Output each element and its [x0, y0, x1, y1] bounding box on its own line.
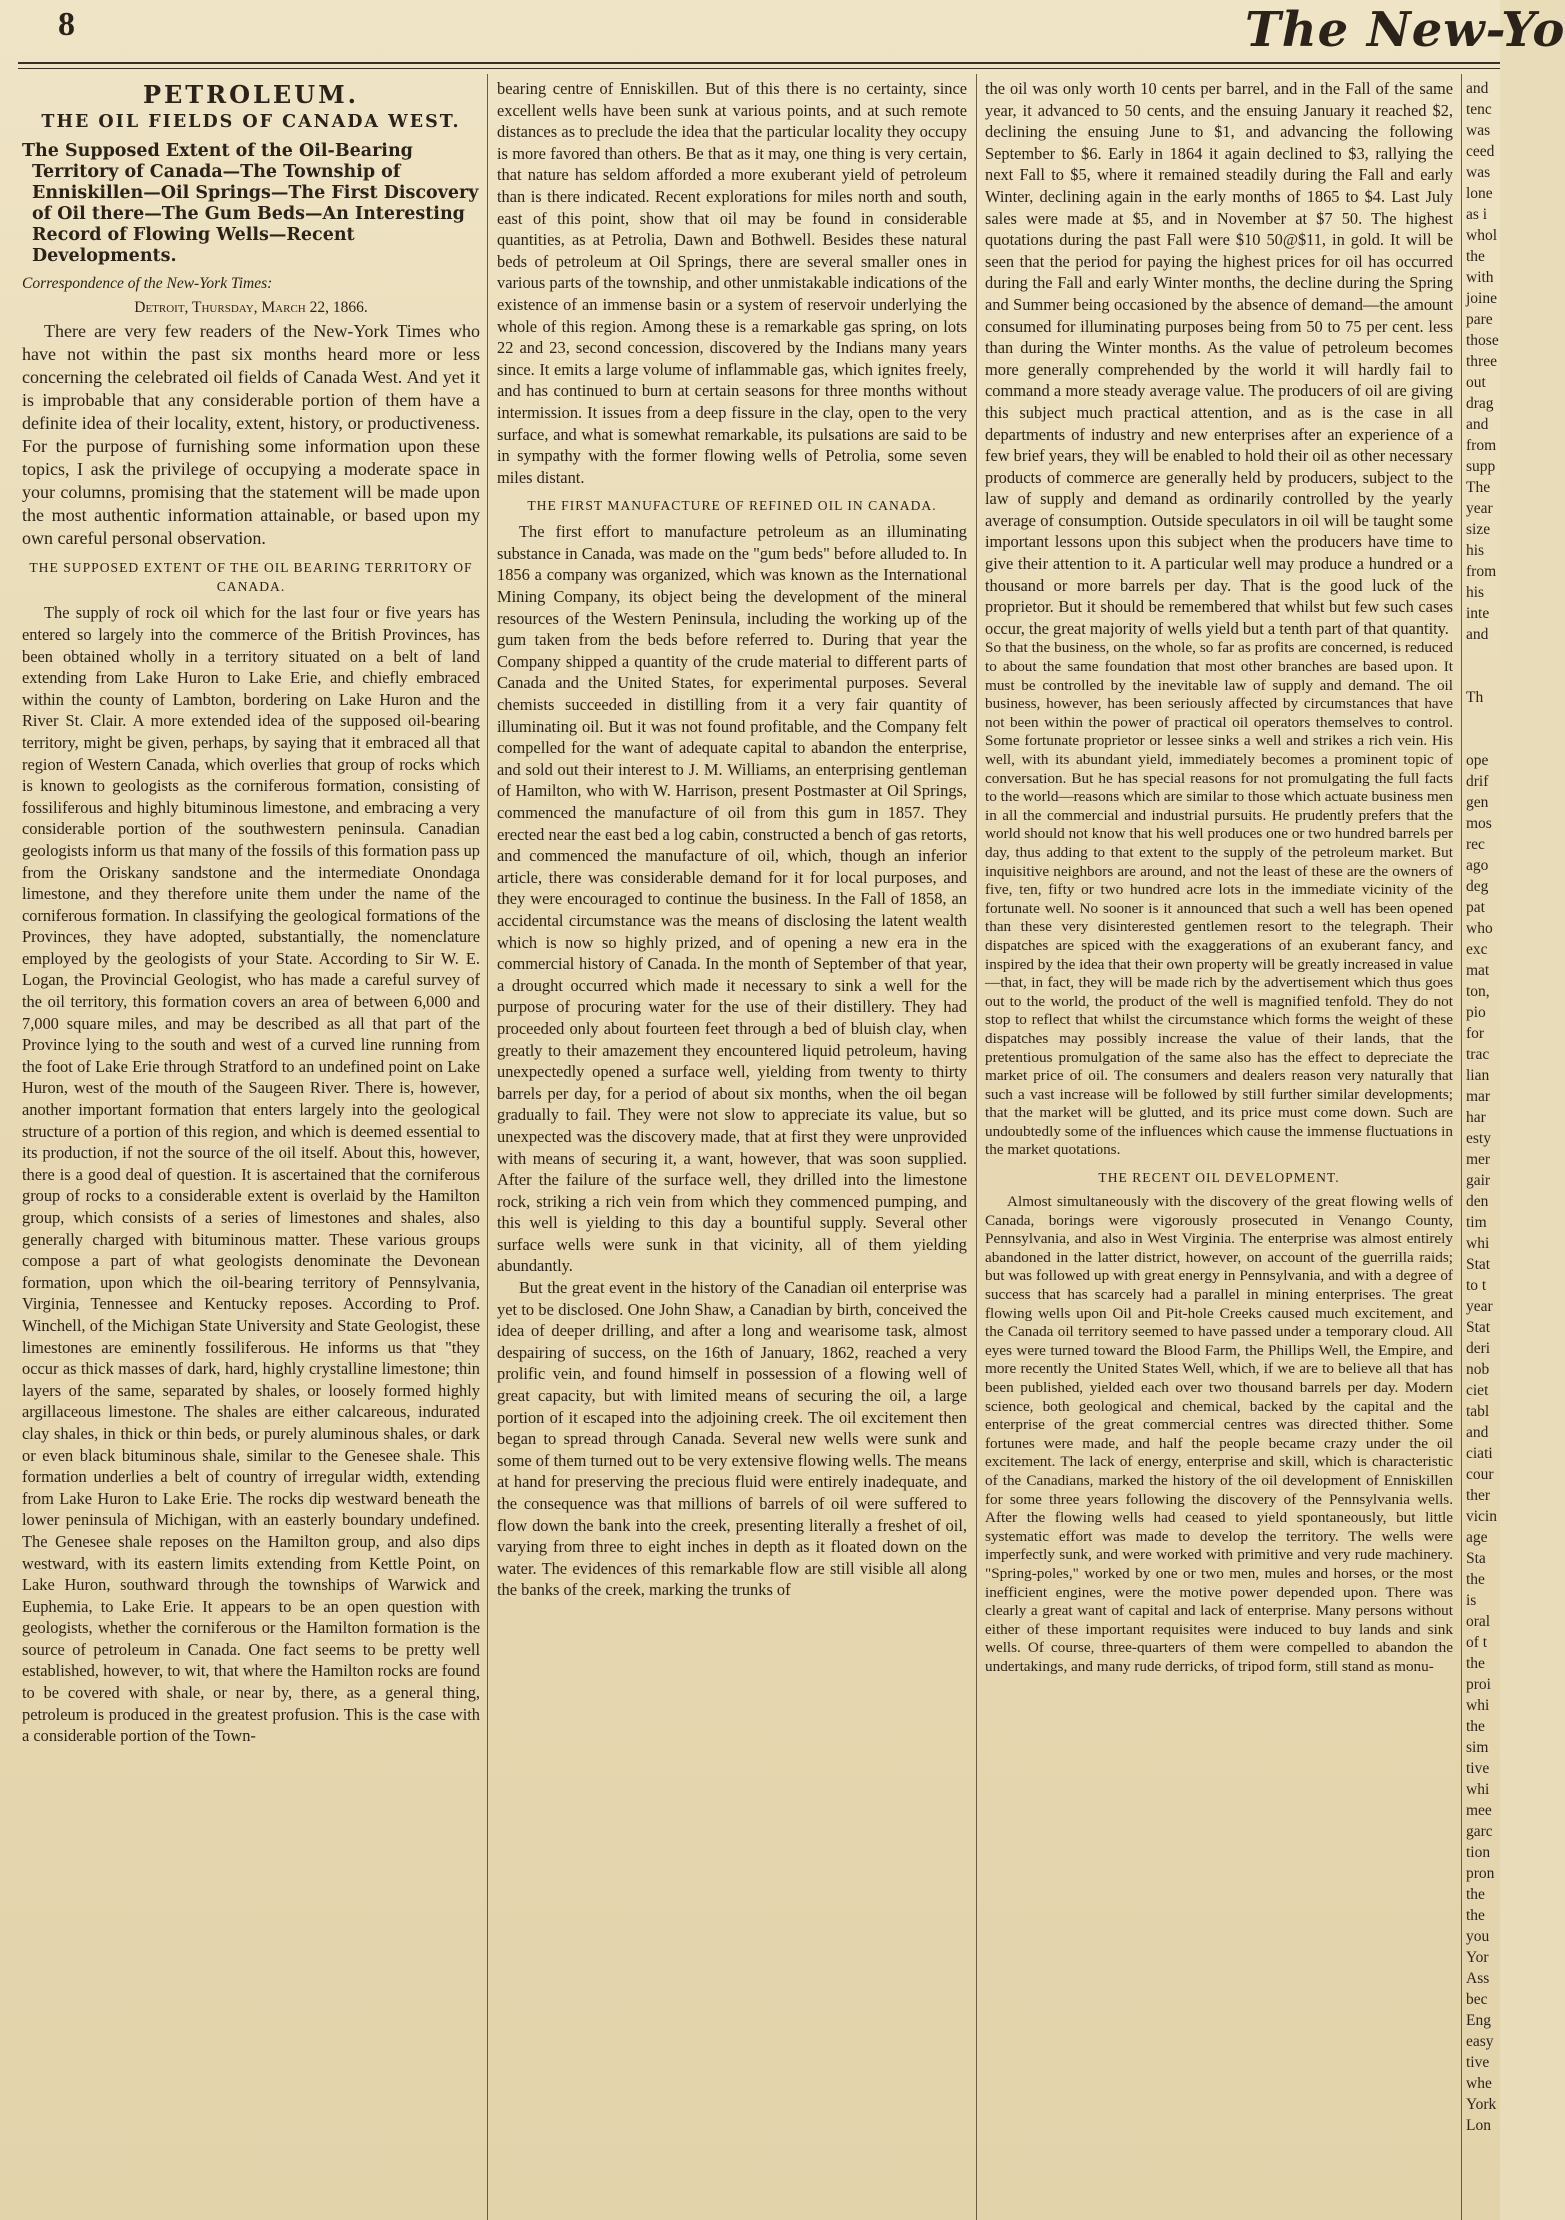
column-4-line: as i — [1466, 206, 1488, 223]
column-4-line: Stat — [1466, 1319, 1491, 1336]
column-4-line: nob — [1466, 1361, 1490, 1378]
column-4-line: tenc — [1466, 101, 1492, 118]
column-4-line: for — [1466, 1025, 1485, 1042]
column-4-line: exc — [1466, 941, 1488, 958]
masthead-rule — [18, 62, 1500, 69]
body-paragraph: Almost simultaneously with the discovery of the great flowing wells of Canada, borings were vigorously prosecuted in Venango County, Pennsylvania, and also in West Virginia. The enterprise was almost entirely abandoned in the latter district, however, on account of the guerrilla raids; but was followed up with great energy in Pennsylvania, and with a degree of success that has scarcely had a parallel in mining enterprises. The great flowing wells upon Oil and Pit-hole Creeks caused much excitement, and the Canada oil territory seemed to have passed under a temporary cloud. All eyes were turned toward the Blood Farm, the Phillips Well, the Empire, and more recently the United States Well, which, if we are to believe all that has been published, yielded each over two thousand barrels per day. Modern science, both geological and chemical, backed by the capital and the enterprise of the great commercial centres was directed thither. Some fortunes were made, and half the people became crazy under the oil excitement. The lack of energy, enterprise and skill, which is characteristic of the Canadians, marked the history of the oil development of Enniskillen for some three years following the discovery of the Pennsylvania wells. After the flowing wells had ceased to yield spontaneously, but little systematic effort was made to develop the territory. The wells were imperfectly sunk, and were worked with primitive and very rude machinery. "Spring-poles," worked by one or two men, mules and horses, or the most inefficient engines, were the motive power depended upon. There was clearly a great want of capital and lack of enterprise. Many persons without either of these important requisites were induced to buy lands and sink wells. Of course, three-quarters of them were compelled to abandon the undertakings, and many rude derricks, of tripod form, still stand as monu- — [985, 1193, 1453, 1675]
column-4-line: whi — [1466, 1235, 1490, 1252]
column-4-line: the — [1466, 1718, 1485, 1735]
column-4-line: vicin — [1466, 1508, 1497, 1525]
column-1 — [22, 78, 480, 2220]
column-2 — [497, 78, 967, 2220]
column-4-line: the — [1466, 1907, 1485, 1924]
column-4-line: you — [1466, 1928, 1490, 1945]
column-4-line: deg — [1466, 878, 1489, 895]
article-subhead: The Supposed Extent of the Oil-Bearing Territory of Canada—The Township of Enniskillen—Oil Springs—The First Discovery of Oil there—The Gum Beds—An Interesting Record of Flowing Wells—Recent Developments. — [22, 141, 479, 267]
column-4-line: gair — [1466, 1172, 1491, 1189]
column-4-line: mee — [1466, 1802, 1492, 1819]
body-paragraph: But the great event in the history of the Canadian oil enterprise was yet to be disclosed. One John Shaw, a Canadian by birth, conceived the idea of deeper drilling, and after a long and wearisome task, almost despairing of success, on the 16th of January, 1862, reached a very prolific vein, and found himself in possession of a flowing well of great capacity, but with limited means of securing the oil, a large portion of it escaped into the adjoining creek. The oil excitement then began to spread through Canada. Several new wells were sunk and some of them turned out to be very extensive flowing wells. The means at hand for preserving the precious fluid were entirely inadequate, and the consequence was that millions of barrels of oil were suffered to flow down the bank into the creek, presenting literally a freshet of oil, varying from three to eight inches in depth as it floated down on the water. The evidences of this remarkable flow are still visible all along the banks of the creek, marking the trunks of — [497, 1278, 967, 1600]
column-4-line — [1466, 708, 1500, 729]
column-rule — [976, 74, 977, 2220]
column-4-line: whi — [1466, 1697, 1490, 1714]
column-4-line: York — [1466, 2096, 1497, 2113]
masthead — [0, 0, 1565, 66]
column-4-line: Ass — [1466, 1970, 1490, 1987]
column-4-line: Yor — [1466, 1949, 1489, 1966]
column-4-line: the — [1466, 1886, 1485, 1903]
column-4-fragment — [1466, 78, 1500, 2220]
column-4-line: and — [1466, 416, 1489, 433]
correspondence-line: Correspondence of the New-York Times: — [22, 275, 273, 293]
column-4-line: trac — [1466, 1046, 1490, 1063]
column-4-line: esty — [1466, 1130, 1491, 1147]
column-4-line: har — [1466, 1109, 1486, 1126]
section-heading: THE FIRST MANUFACTURE OF REFINED OIL IN CANADA. — [527, 498, 937, 514]
column-4-line: from — [1466, 437, 1497, 454]
column-4-line: those — [1466, 332, 1499, 349]
column-4-line: pare — [1466, 311, 1493, 328]
column-4-line: cour — [1466, 1466, 1494, 1483]
column-4-line — [1466, 666, 1500, 687]
column-4-line: year — [1466, 500, 1493, 517]
column-4-line: three — [1466, 353, 1497, 370]
column-4-line: pat — [1466, 899, 1485, 916]
headline: THE OIL FIELDS OF CANADA WEST. — [41, 111, 461, 132]
column-4-line: whe — [1466, 2075, 1492, 2092]
column-4-line: and — [1466, 626, 1489, 643]
column-4-line: Sta — [1466, 1550, 1486, 1567]
column-4-line: of t — [1466, 1634, 1488, 1651]
column-4-line: tive — [1466, 2054, 1490, 2071]
column-4-line: ciet — [1466, 1382, 1489, 1399]
dateline: Detroit, Thursday, March 22, 1866. — [134, 298, 368, 316]
column-4-line: drag — [1466, 395, 1494, 412]
column-4-line: oral — [1466, 1613, 1491, 1630]
column-4-line: size — [1466, 521, 1491, 538]
column-4-line: ago — [1466, 857, 1489, 874]
column-4-line: garc — [1466, 1823, 1493, 1840]
column-4-line: mar — [1466, 1088, 1491, 1105]
column-4-line: tabl — [1466, 1403, 1490, 1420]
column-4-line: inte — [1466, 605, 1490, 622]
column-rule — [487, 74, 488, 2220]
column-4-line: ther — [1466, 1487, 1491, 1504]
page-number: 8 — [58, 6, 75, 43]
column-4-line: to t — [1466, 1277, 1487, 1294]
column-4-line: deri — [1466, 1340, 1491, 1357]
column-4-line: was — [1466, 164, 1491, 181]
column-4-line: ceed — [1466, 143, 1495, 160]
column-4-line: year — [1466, 1298, 1493, 1315]
section-heading: THE SUPPOSED EXTENT OF THE OIL BEARING TERRITORY OF CANADA. — [29, 560, 473, 595]
column-4-line: his — [1466, 542, 1485, 559]
column-4-line: the — [1466, 1655, 1485, 1672]
column-4-line — [1466, 645, 1500, 666]
column-4-line: tion — [1466, 1844, 1491, 1861]
column-4-line: the — [1466, 248, 1485, 265]
body-paragraph: bearing centre of Enniskillen. But of this there is no certainty, since excellent wells have been sunk at various points, and at such remote distances as to preclude the idea that the particular locality they occupy is more favored than others. Be that as it may, one thing is very certain, that nature has seldom afforded a more exuberant yield of petroleum than is there indicated. Recent explorations for miles north and south, east of this point, show that oil may be found in considerable quantities, as at Petrolia, Dawn and Bothwell. Besides these natural beds of petroleum at Oil Springs, there are several smaller ones in various parts of the township, and other unmistakable indications of the existence of an immense basin or a system of reservoir underlying the whole of this region. Among these is a remarkable gas spring, on lots 22 and 23, second concession, discovered by the Indians many years since. It emits a large volume of inflammable gas, which ignites freely, and has continued to burn at certain seasons for three months without intermission. It issues from a deep fissure in the clay, open to the very surface, and what is somewhat remarkable, its pulsations are said to be in sympathy with the former flowing wells of Petrolia, some seven miles distant. — [497, 79, 967, 487]
column-4-line: tim — [1466, 1214, 1487, 1231]
column-4-line: mos — [1466, 815, 1492, 832]
column-4-line: Stat — [1466, 1256, 1491, 1273]
column-4-line: and — [1466, 80, 1489, 97]
intro-paragraph: There are very few readers of the New-York Times who have not within the past six months heard more or less concerning the celebrated oil fields of Canada West. And yet it is improbable that any considerable portion of them have a definite idea of their locality, extent, history, or productiveness. For the purpose of furnishing some information upon these topics, I ask the privilege of occupying a moderate space in your columns, promising that the statement will be made upon the most authentic information attainable, or based upon my own careful personal observation. — [22, 321, 480, 549]
section-heading: THE RECENT OIL DEVELOPMENT. — [1098, 1170, 1340, 1186]
column-4-line: who — [1466, 920, 1493, 937]
body-paragraph: The first effort to manufacture petroleum as an illuminating substance in Canada, was made on the "gum beds" before alluded to. In 1856 a company was organized, which was known as the International Mining Company, its object being the development of the mineral resources of the Western Peninsula, including the working up of the gum taken from the beds before referred to. During that year the Company shipped a quantity of the crude material to different parts of Canada and the United States, for experimental purposes. Several chemists succeeded in distilling from it a very fair quantity of illuminating oil. But it was not found profitable, and the Company felt compelled for the want of adequate capital to abandon the enterprise, and sold out their interest to J. M. Williams, an enterprising gentleman of Hamilton, who with W. Harrison, present Postmaster at Oil Springs, commenced the manufacture of oil from this gum in 1857. They erected near the east bed a log cabin, constructed a bench of gas retorts, and commenced the manufacture of oil, which, though an inferior article, there was considerable demand for it for local purposes, and they were encouraged to continue the business. In the Fall of 1858, an accidental circumstance was the means of disclosing the latent wealth which is now so highly prized, and of opening a new era in the commercial history of Canada. In the month of September of that year, a drought occurred which made it necessary to sink a well for the purpose of procuring water for the use of their distillery. They had proceeded only about fourteen feet through a bed of bluish clay, when greatly to their amazement they encountered liquid petroleum, having unexpectedly opened a surface well, yielding from twenty to thirty barrels per day, for a period of about six months, when the oil began gradually to fail. They were not slow to appreciate its value, but so unexpected was the discovery made, that at first they were unprovided with means of securing it, a want, however, that was soon supplied. After the failure of the surface well, they drilled into the limestone rock, striking a rich vein from which they commenced pumping, and this well is yielding to this day a bountiful supply. Several other surface wells were sunk in that vicinity, all of them yielding abundantly. — [497, 522, 967, 1276]
column-4-line: ope — [1466, 752, 1489, 769]
column-4-line: whol — [1466, 227, 1497, 244]
column-3 — [985, 78, 1453, 2220]
column-4-line: is — [1466, 1592, 1477, 1609]
column-4-line: pron — [1466, 1865, 1495, 1882]
column-4-line: joine — [1466, 290, 1497, 307]
column-4-line: Th — [1466, 689, 1484, 706]
column-4-line: den — [1466, 1193, 1489, 1210]
column-4-line: ton, — [1466, 983, 1490, 1000]
column-4-line: whi — [1466, 1781, 1490, 1798]
column-4-line: lian — [1466, 1067, 1490, 1084]
column-4-line: The — [1466, 479, 1491, 496]
column-4-line: mer — [1466, 1151, 1491, 1168]
column-4-line: with — [1466, 269, 1494, 286]
column-4-line: from — [1466, 563, 1497, 580]
column-4-line: supp — [1466, 458, 1496, 475]
column-4-line: his — [1466, 584, 1485, 601]
column-4-line: lone — [1466, 185, 1493, 202]
section-title: PETROLEUM. — [142, 80, 360, 109]
column-4-line: sim — [1466, 1739, 1489, 1756]
column-4-line: easy — [1466, 2033, 1494, 2050]
column-4-line — [1466, 729, 1500, 750]
body-paragraph: So that the business, on the whole, so far as profits are concerned, is reduced to about the same foundation that most other branches are based upon. It must be controlled by the inevitable law of supply and demand. The oil business, however, has been seriously affected by circumstances that have not been within the power of practical oil operators themselves to control. Some fortunate proprietor or lessee sinks a well and strikes a rich vein. His well, with its abundant yield, immediately becomes a prominent topic of conversation. But he has special reasons for not promulgating the full facts to the world—reasons which are similar to those which actuate business men in all the commercial and industrial pursuits. He prudently prefers that the world should not know that his well produces one or two hundred barrels per day, thus adding to that extent to the supply of the petroleum market. But inquisitive neighbors are around, and not the least of these are the owners of five, ten, fifty or two hundred acre lots in the immediate vicinity of the fortunate well. No sooner is it announced that such a well has been opened than these very disinterested gentlemen resort to the telegraph. Their dispatches are spiced with the exaggerations of an exuberant fancy, and inspired by the idea that their own property will be greatly increased in value—that, in fact, they will be made rich by the advertisement which thus goes out to the world, the product of the well is magnified tenfold. They do not stop to reflect that whilst the circumstance which forms the weight of these dispatches may possibly increase the value of their lands, that the pretentious promulgation of the same also has the effect to depreciate the market price of oil. The consumers and dealers reason very naturally that such a vast increase will be followed by still further similar developments; that the market will be glutted, and its price must come down. Such are undoubtedly some of the influences which cause the immense fluctuations in the market quotations. — [985, 639, 1453, 1159]
body-paragraph: The supply of rock oil which for the last four or five years has entered so largely into the commerce of the British Provinces, has been obtained wholly in a territory situated on a belt of land extending from Lake Huron to Lake Erie, and chiefly embraced within the county of Lambton, bordering on Lake Huron and the River St. Clair. A more extended idea of the supposed oil-bearing territory, might be given, perhaps, by saying that it embraced all that region of Western Canada, which overlies that group of rocks which is known to geologists as the corniferous formation, consisting of fossiliferous and highly bituminous limestone, and embracing a very considerable portion of the southwestern peninsula. Canadian geologists inform us that many of the fossils of this formation pass up from the Oriskany sandstone and the intermediate Onondaga limestone, and they therefore unite them under the name of the corniferous formation. In classifying the geological formations of the Provinces, they have adopted, substantially, the nomenclature employed by the geologists of your State. According to Sir W. E. Logan, the Provincial Geologist, who has made a careful survey of the oil territory, this formation covers an area of between 6,000 and 7,000 square miles, and may be described as all that part of the Province lying to the south and west of a curved line running from the foot of Lake Erie through Stratford to an undefined point on Lake Huron, west of the mouth of the Saugeen River. There is, however, another important formation that enters largely into the geological structure of a portion of this region, and which is deemed essential to its production, if not the source of the oil itself. About this, however, there is a good deal of question. It is ascertained that the corniferous group of rocks to a considerable extent is overlaid by the Hamilton group, which consists of a series of limestones and shales, also generally charged with bituminous matter. These various groups compose a part of what geologists denominate the Devonean formation, upon which the oil-bearing territory of Pennsylvania, Virginia, Tennessee and Kentucky reposes. According to Prof. Winchell, of the Michigan State University and State Geologist, these limestones are eminently fossiliferous. He informs us that "they occur as thick masses of dark, hard, highly crystalline limestone; thin layers of the same, separated by shales, or loosely formed highly argillaceous limestone. The shales are either calcareous, indurated clay shales, in thick or thin beds, or purely aluminous shales, or dark or even black bituminous shale, similar to the Genesee shale. This formation underlies a belt of country of irregular width, extending from Lake Huron to Lake Erie. The rocks dip westward beneath the lower peninsula of Michigan, with an easterly boundary undefined. The Genesee shale reposes on the Hamilton group, and also dips westward, with its eastern limits extending from Kettle Point, on Lake Huron, southward through the townships of Warwick and Euphemia, to Lake Erie. It appears to be an open question with geologists, whether the corniferous or the Hamilton formation is the source of petroleum in Canada. One fact seems to be pretty well established, however, to wit, that where the Hamilton rocks are found to be covered with shale, or near by, there, as a general thing, petroleum is produced in the greatest profusion. This is the case with a considerable portion of the Town- — [22, 603, 480, 1746]
column-4-line: bec — [1466, 1991, 1488, 2008]
body-paragraph: the oil was only worth 10 cents per barrel, and in the Fall of the same year, it advanced to 50 cents, and the ensuing January it reached $2, declining the ensuing June to $1, and advancing the following September to $6. Early in 1864 it again declined to $3, rallying the next Fall to $5, where it remained steadily during the Fall and early Winter, declining again in the early months of 1865 to $4. Last July sales were made at $5, and in November at $7 50. The highest quotations during the past Fall were $10 50@$11, in gold. It will be seen that the period for paying the highest prices for oil has occurred during the Fall and early Winter months, the decline during the Spring and Summer being occasioned by the absence of demand—the amount consumed for illuminating purposes being from 50 to 75 per cent. less than during the Winter months. As the value of petroleum becomes more generally comprehended by the world it will hardly fail to command a more steady average value. The producers of oil are giving this subject much practical attention, and as is the case in all departments of industry and new enterprises after an experience of a few brief years, they will be enabled to hold their oil as other necessary products of commerce are generally held by producers, subject to the law of supply and demand as ordinarily controlled by the yearly average of consumption. Outside speculators in oil will be taught some important lessons upon this subject when the producers have time to give their attention to it. A particular well may produce a hundred or a thousand or more barrels per day. That is the good luck of the proprietor. But it should be remembered that whilst but few such cases occur, the great majority of wells yield but a tenth part of that quantity. — [985, 79, 1453, 638]
column-4-line: and — [1466, 1424, 1489, 1441]
column-4-line: was — [1466, 122, 1491, 139]
column-4-line: Lon — [1466, 2117, 1491, 2134]
column-4-line: Eng — [1466, 2012, 1491, 2029]
newspaper-title: The New-Yo — [1245, 2, 1565, 58]
column-4-line: the — [1466, 1571, 1485, 1588]
column-4-line: proi — [1466, 1676, 1491, 1693]
column-4-line: tive — [1466, 1760, 1490, 1777]
column-4-line: age — [1466, 1529, 1488, 1546]
column-4-line: drif — [1466, 773, 1489, 790]
column-4-line: gen — [1466, 794, 1489, 811]
column-4-line: rec — [1466, 836, 1485, 853]
column-4-line: ciati — [1466, 1445, 1493, 1462]
column-4-line: out — [1466, 374, 1486, 391]
column-4-line: mat — [1466, 962, 1490, 979]
column-4-line: pio — [1466, 1004, 1486, 1021]
column-rule — [1461, 74, 1462, 2220]
